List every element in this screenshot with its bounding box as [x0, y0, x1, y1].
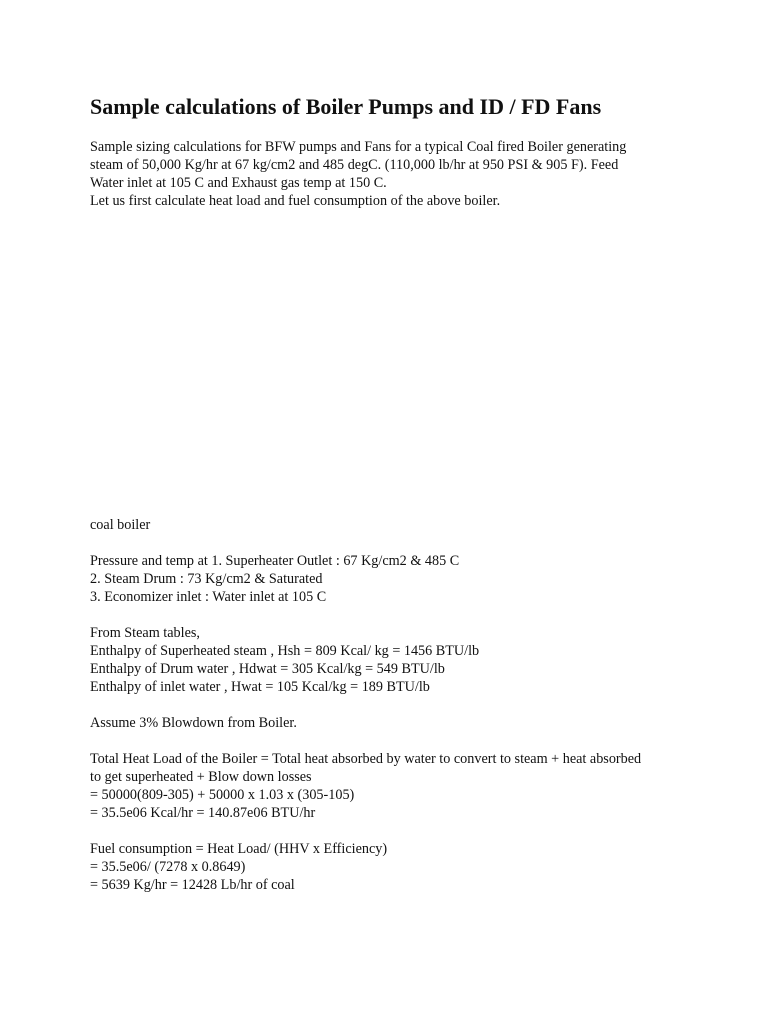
- intro-paragraph: [90, 138, 690, 210]
- intro-line: Water inlet at 105 C and Exhaust gas temp at 150 C.: [90, 175, 387, 191]
- page-title: Sample calculations of Boiler Pumps and ID / FD Fans: [90, 94, 602, 119]
- assumption-line: Assume 3% Blowdown from Boiler.: [90, 715, 297, 731]
- heat-load-line: = 50000(809-305) + 50000 x 1.03 x (305-105): [90, 787, 355, 803]
- steam-table-line: From Steam tables,: [90, 625, 200, 641]
- condition-line: 2. Steam Drum : 73 Kg/cm2 & Saturated: [90, 571, 323, 587]
- fuel-consumption-line: = 35.5e06/ (7278 x 0.8649): [90, 859, 246, 875]
- heat-load-line: Total Heat Load of the Boiler = Total heat absorbed by water to convert to steam + heat absorbed: [90, 751, 642, 767]
- steam-table-line: Enthalpy of Drum water , Hdwat = 305 Kcal/kg = 549 BTU/lb: [90, 661, 445, 677]
- intro-line: steam of 50,000 Kg/hr at 67 kg/cm2 and 485 degC. (110,000 lb/hr at 950 PSI & 905 F). Feed: [90, 157, 619, 173]
- condition-line: 3. Economizer inlet : Water inlet at 105 C: [90, 589, 327, 605]
- intro-line: Sample sizing calculations for BFW pumps and Fans for a typical Coal fired Boiler generating: [90, 139, 627, 155]
- image-caption: coal boiler: [90, 517, 151, 533]
- condition-line: Pressure and temp at 1. Superheater Outlet : 67 Kg/cm2 & 485 C: [90, 553, 460, 569]
- heat-load-line: to get superheated + Blow down losses: [90, 769, 312, 785]
- steam-table-line: Enthalpy of inlet water , Hwat = 105 Kcal/kg = 189 BTU/lb: [90, 679, 430, 695]
- fuel-consumption-line: = 5639 Kg/hr = 12428 Lb/hr of coal: [90, 877, 295, 893]
- intro-line: Let us first calculate heat load and fuel consumption of the above boiler.: [90, 193, 501, 209]
- steam-table-line: Enthalpy of Superheated steam , Hsh = 809 Kcal/ kg = 1456 BTU/lb: [90, 643, 480, 659]
- calculation-body: [90, 516, 690, 894]
- fuel-consumption-line: Fuel consumption = Heat Load/ (HHV x Efficiency): [90, 841, 388, 857]
- heat-load-line: = 35.5e06 Kcal/hr = 140.87e06 BTU/hr: [90, 805, 316, 821]
